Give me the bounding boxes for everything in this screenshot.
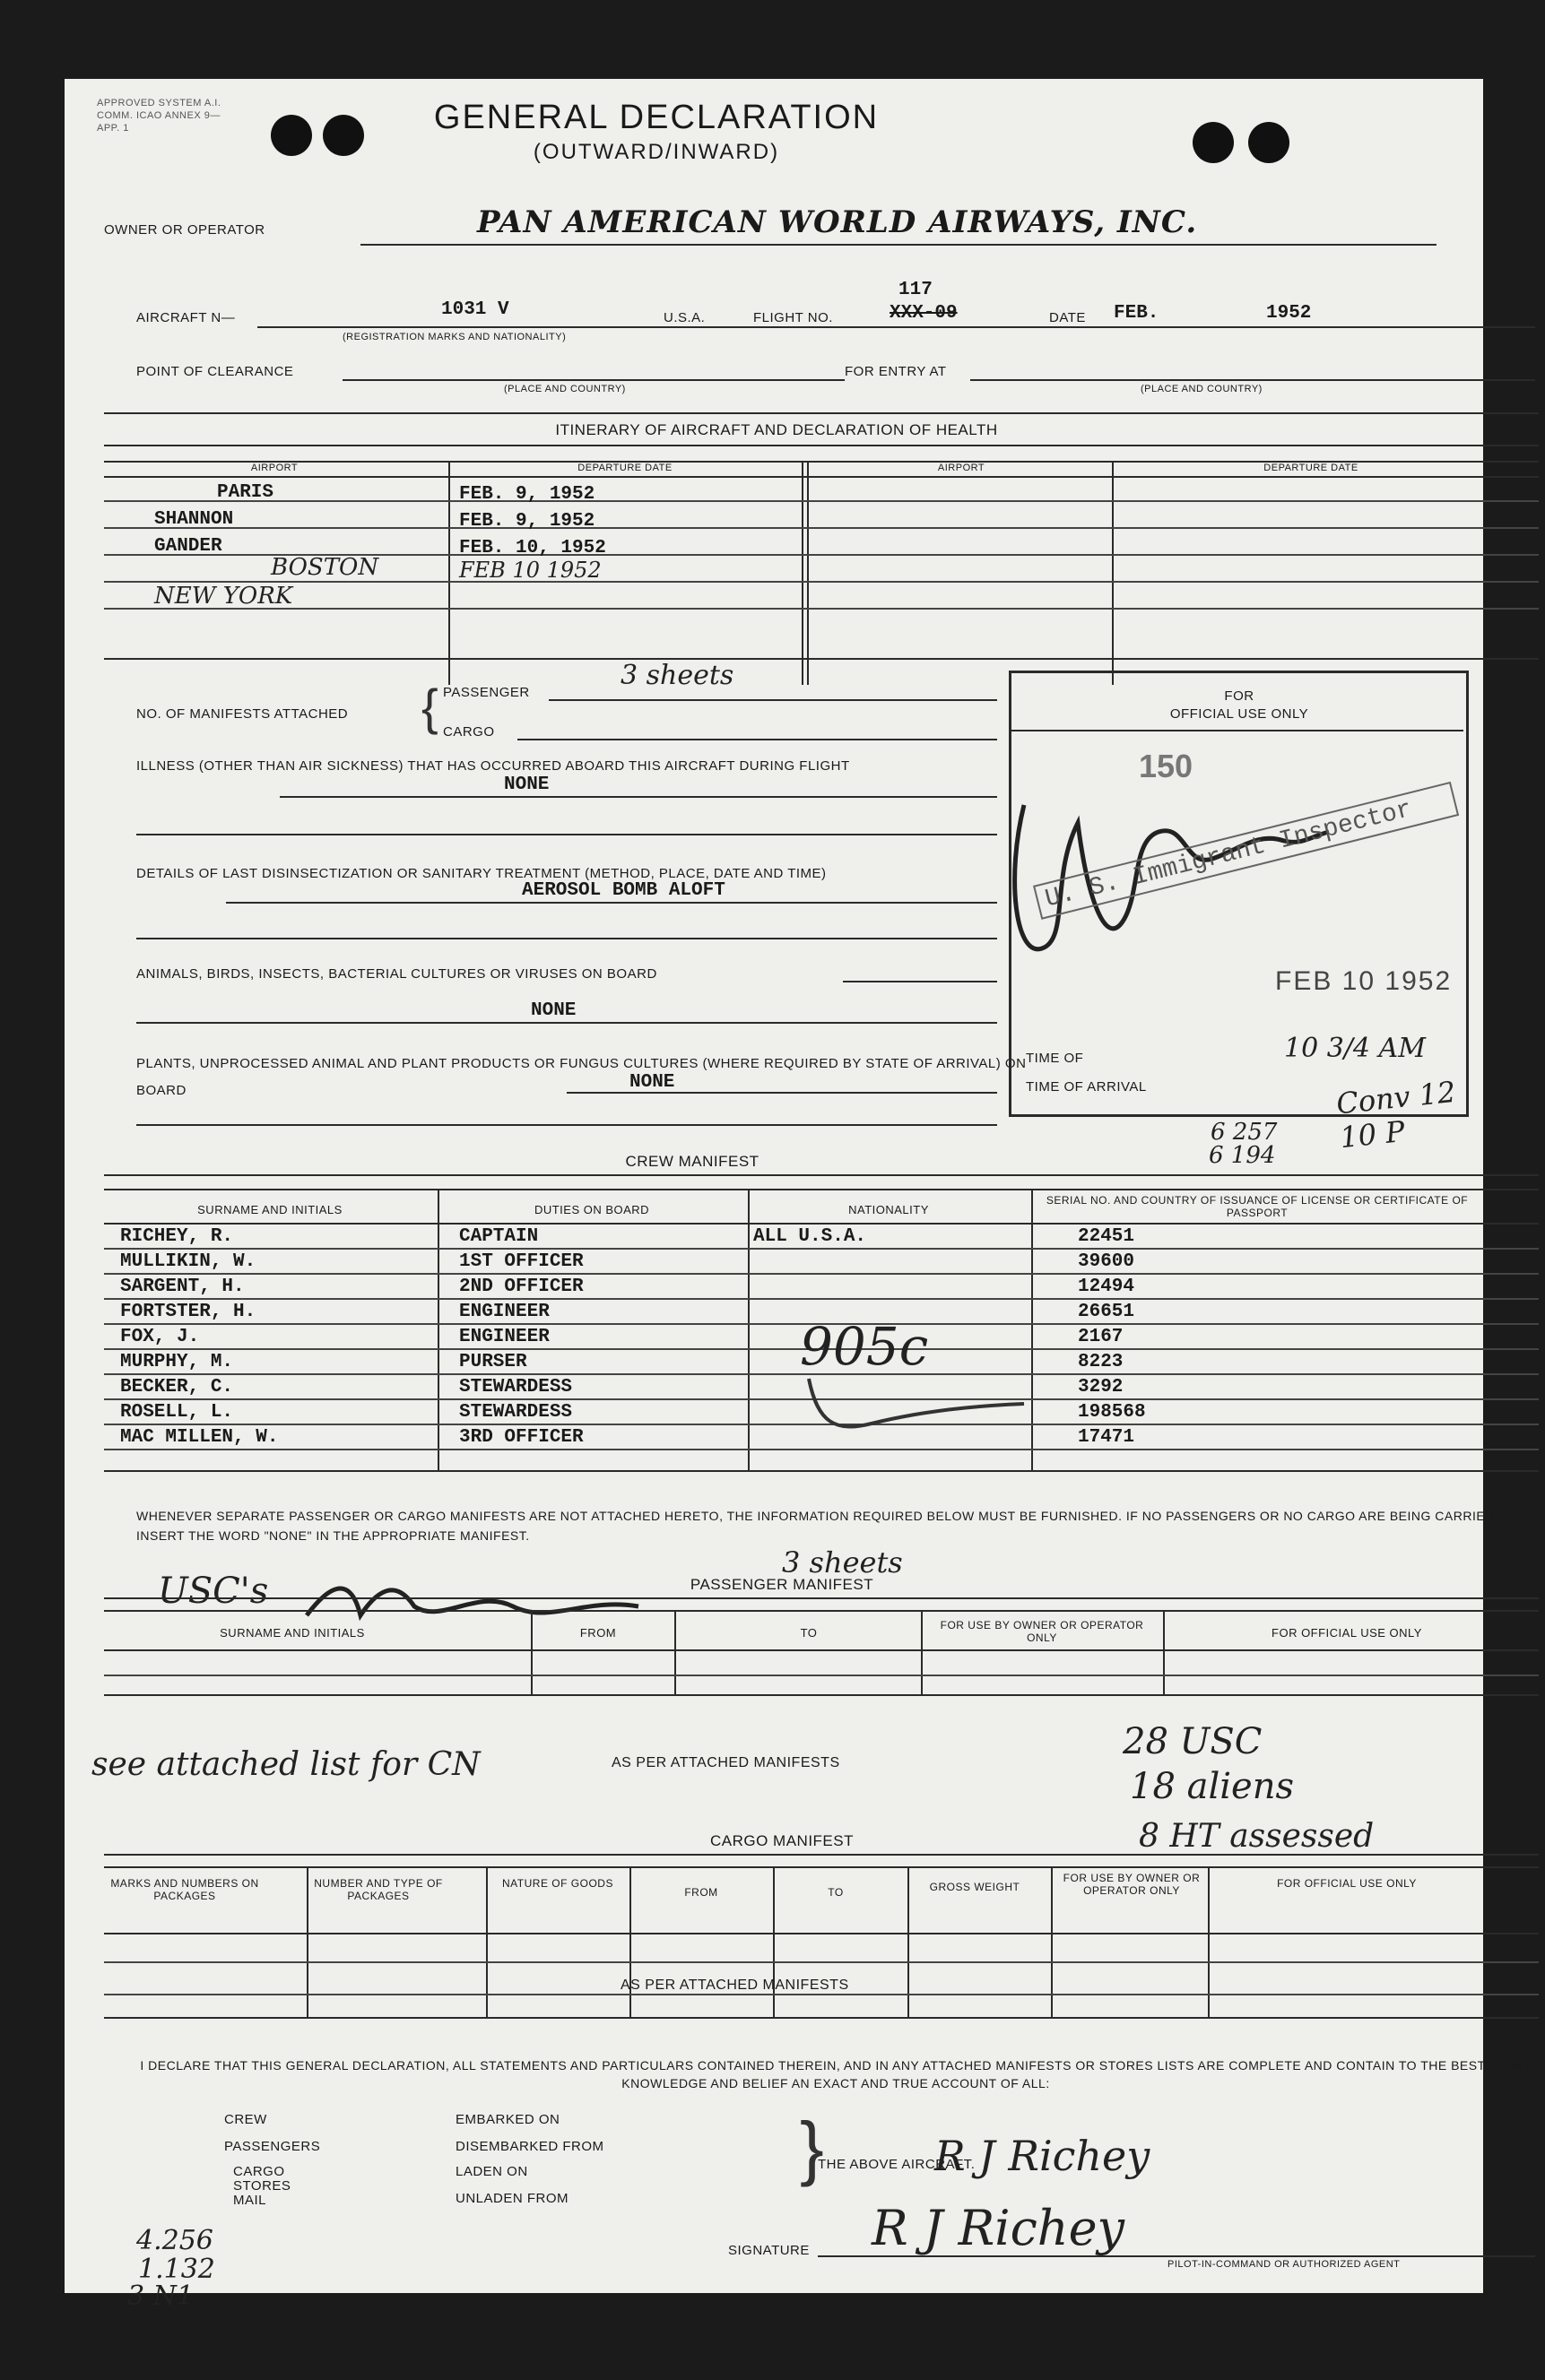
pass-header-from: FROM bbox=[579, 1626, 617, 1640]
passenger-label: PASSENGER bbox=[443, 685, 530, 700]
nationality: U.S.A. bbox=[664, 310, 706, 325]
place-note-left: (PLACE AND COUNTRY) bbox=[504, 384, 626, 394]
note-3: 3 N1 bbox=[127, 2280, 194, 2312]
crew-serial: 22451 bbox=[1078, 1226, 1135, 1247]
cargo-header-nature: NATURE OF GOODS bbox=[502, 1877, 613, 1890]
cargo-header-from: FROM bbox=[684, 1886, 718, 1899]
punch-hole bbox=[271, 115, 312, 156]
cargo-header-number: NUMBER AND TYPE OF PACKAGES bbox=[314, 1877, 443, 1902]
crew-scribble-line bbox=[800, 1370, 1033, 1441]
crew-serial: 3292 bbox=[1078, 1377, 1124, 1398]
tally-aliens: 18 aliens bbox=[1130, 1766, 1295, 1807]
crew-nat: ALL U.S.A. bbox=[753, 1226, 867, 1247]
cargo-label: CARGO bbox=[443, 724, 495, 740]
itin-header-date: DEPARTURE DATE bbox=[577, 463, 673, 473]
crew-name: FORTSTER, H. bbox=[120, 1302, 256, 1322]
crew-serial: 39600 bbox=[1078, 1251, 1135, 1272]
note-2: 1.132 bbox=[138, 2254, 215, 2285]
time-label-1: TIME OF bbox=[1026, 1051, 1084, 1066]
pilot-label: PILOT-IN-COMMAND OR AUTHORIZED AGENT bbox=[1167, 2259, 1401, 2270]
itin-header-airport: AIRPORT bbox=[250, 463, 299, 473]
itin-row-date: FEB 10 1952 bbox=[459, 558, 602, 583]
crew-name: MAC MILLEN, W. bbox=[120, 1427, 279, 1448]
note-a: 6 257 bbox=[1211, 1119, 1278, 1146]
pass-header-name: SURNAME AND INITIALS bbox=[220, 1626, 365, 1640]
time-label-2: TIME OF ARRIVAL bbox=[1026, 1079, 1147, 1095]
itin-row: NEW YORK bbox=[154, 583, 293, 610]
disinsect-label: DETAILS OF LAST DISINSECTIZATION OR SANITARY TREATMENT (METHOD, PLACE, DATE AND TIME) bbox=[136, 866, 827, 881]
crew-duty: STEWARDESS bbox=[459, 1377, 573, 1398]
flight-struck: XXX-09 bbox=[890, 303, 958, 324]
crew-name: MULLIKIN, W. bbox=[120, 1251, 256, 1272]
decl-crew: CREW bbox=[224, 2112, 267, 2127]
pass-hand-row: see attached list for CN bbox=[91, 1746, 481, 1783]
tally-ht: 8 HT assessed bbox=[1139, 1818, 1375, 1855]
flight-value: 117 bbox=[898, 280, 933, 300]
animals-label: ANIMALS, BIRDS, INSECTS, BACTERIAL CULTURES OR VIRUSES ON BOARD bbox=[136, 966, 657, 982]
crew-serial: 26651 bbox=[1078, 1302, 1135, 1322]
signature-2: R J Richey bbox=[872, 2200, 1125, 2256]
time-value: 10 3/4 AM bbox=[1284, 1033, 1426, 1064]
crew-duty: CAPTAIN bbox=[459, 1226, 539, 1247]
itin-row: BOSTON bbox=[271, 554, 379, 581]
cargo-header-to: TO bbox=[828, 1886, 844, 1899]
decl-embarked: EMBARKED ON bbox=[456, 2112, 560, 2127]
crew-scribble: 905c bbox=[800, 1316, 929, 1377]
clearance-label: POINT OF CLEARANCE bbox=[136, 364, 294, 379]
itin-header-airport-2: AIRPORT bbox=[937, 463, 985, 473]
punch-hole bbox=[1248, 122, 1289, 163]
date-year: 1952 bbox=[1266, 303, 1312, 324]
decl-mail: MAIL bbox=[233, 2193, 267, 2208]
cargo-header-owner: FOR USE BY OWNER OR OPERATOR ONLY bbox=[1063, 1872, 1201, 1897]
owner-value: PAN AMERICAN WORLD AIRWAYS, INC. bbox=[477, 204, 1198, 240]
decl-above: THE ABOVE AIRCRAFT. bbox=[818, 2157, 976, 2172]
itin-row-date: FEB. 9, 1952 bbox=[459, 511, 595, 532]
pass-header-official: FOR OFFICIAL USE ONLY bbox=[1272, 1626, 1422, 1640]
crew-duty: STEWARDESS bbox=[459, 1402, 573, 1423]
official-number: 150 bbox=[1139, 748, 1193, 784]
punch-hole bbox=[1193, 122, 1234, 163]
cargo-header-marks: MARKS AND NUMBERS ON PACKAGES bbox=[110, 1877, 259, 1902]
crew-duty: PURSER bbox=[459, 1352, 527, 1372]
plants-label: PLANTS, UNPROCESSED ANIMAL AND PLANT PRODUCTS OR FUNGUS CULTURES (WHERE REQUIRED BY STATE OF ARRIVAL) ON BOARD bbox=[136, 1056, 1027, 1098]
usc-note: USC's bbox=[158, 1571, 269, 1612]
disinsect-value: AEROSOL BOMB ALOFT bbox=[522, 880, 725, 901]
date-value: FEB. bbox=[1114, 303, 1159, 324]
itin-row: PARIS bbox=[217, 482, 274, 503]
pass-header-to: TO bbox=[800, 1626, 818, 1640]
crew-name: BECKER, C. bbox=[120, 1377, 234, 1398]
itin-row: SHANNON bbox=[154, 509, 234, 530]
decl-unladen: UNLADEN FROM bbox=[456, 2191, 569, 2206]
punch-hole bbox=[323, 115, 364, 156]
entry-label: FOR ENTRY AT bbox=[845, 364, 947, 379]
crew-name: RICHEY, R. bbox=[120, 1226, 234, 1247]
passenger-sheets-note: 3 sheets bbox=[782, 1545, 903, 1579]
animals-value: NONE bbox=[531, 1000, 577, 1021]
decl-passengers: PASSENGERS bbox=[224, 2139, 321, 2154]
cargo-title: CARGO MANIFEST bbox=[709, 1832, 854, 1849]
crew-header-duty: DUTIES ON BOARD bbox=[534, 1203, 650, 1216]
signature-label: SIGNATURE bbox=[728, 2243, 810, 2258]
manifests-label: NO. OF MANIFESTS ATTACHED bbox=[136, 706, 349, 722]
crew-duty: 1ST OFFICER bbox=[459, 1251, 584, 1272]
notice: WHENEVER SEPARATE PASSENGER OR CARGO MANIFESTS ARE NOT ATTACHED HERETO, THE INFORMATION REQUIRED BELOW MUST BE FURNISHED. IF NO PASSENGERS OR NO CARGO ARE BEING CARRIED, INSERT THE WORD "NONE" IN THE APPROPRIATE MANIFEST. bbox=[136, 1509, 1499, 1543]
date-label: DATE bbox=[1049, 310, 1086, 325]
crew-name: MURPHY, M. bbox=[120, 1352, 234, 1372]
crew-serial: 8223 bbox=[1078, 1352, 1124, 1372]
itin-row-date: FEB. 10, 1952 bbox=[459, 538, 606, 558]
official-title-1: FOR bbox=[1224, 688, 1254, 704]
cargo-header-weight: GROSS WEIGHT bbox=[929, 1881, 1020, 1893]
crew-serial: 2167 bbox=[1078, 1327, 1124, 1347]
crew-header-serial: SERIAL NO. AND COUNTRY OF ISSUANCE OF LICENSE OR CERTIFICATE OF PASSPORT bbox=[1046, 1194, 1469, 1219]
pass-row-text: AS PER ATTACHED MANIFESTS bbox=[612, 1755, 840, 1770]
decl-disembarked: DISEMBARKED FROM bbox=[456, 2139, 604, 2154]
form-title: GENERAL DECLARATION bbox=[433, 99, 880, 136]
owner-label: OWNER OR OPERATOR bbox=[104, 222, 265, 238]
crew-header-nat: NATIONALITY bbox=[848, 1203, 929, 1216]
plants-value: NONE bbox=[629, 1072, 675, 1093]
crew-header-name: SURNAME AND INITIALS bbox=[197, 1203, 343, 1216]
place-note-right: (PLACE AND COUNTRY) bbox=[1141, 384, 1263, 394]
note-1: 4.256 bbox=[136, 2225, 213, 2256]
form-sheet: APPROVED SYSTEM A.I. COMM. ICAO ANNEX 9—APP. 1 GENERAL DECLARATION (OUTWARD/INWARD) OWNER OR OPERATOR PAN AMERICAN WORLD AIRWAYS, INC. AIRCRAFT N— 1031 V (REGISTRATION MARKS AND NATIONALITY) U.S.A. FLIGHT NO. 117 XXX-09 DATE FEB. 1952 POINT OF CLEARANCE FOR ENTRY AT (PLACE AND COUNTRY) (PLACE AND COUNTRY) ITINERARY OF AIRCRAFT AND DECLARATION OF HEALTH AIRPORT DEPARTURE DATE AIRPORT DEPARTURE DATE PARIS FEB. 9, 1952 SHANNON FEB. 9, 1952 GANDER FEB. 10, 1952 BOSTON FEB 10 1952 NEW YORK NO. OF MANIFESTS ATTACHED { PASSENGER 3 sheets CARGO ILLNESS (OTHER THAN AIR SICKNESS) THAT HAS OCCURRED ABOARD THIS AIRCRAFT DURING FLIGHT NONE DETAILS OF LAST DISINSECTIZATION OR SANITARY TREATMENT (METHOD, PLACE, DATE AND TIME) AEROSOL BOMB ALOFT ANIMALS, BIRDS, INSECTS, BACTERIAL CULTURES OR VIRUSES ON BOARD NONE PLANTS, UNPROCESSED ANIMAL AND PLANT PRODUCTS OR FUNGUS CULTURES (WHERE REQUIRED BY STATE OF ARRIVAL) ON BOARD NONE FOR OFFICIAL USE ONLY 150 U. S. Immigrant Inspector FEB 10 1952 TIME OF 10 3/4 AM TIME OF ARRIVAL Conv 12 10 P 6 257 6 194 CREW MANIFEST SURNAME AND INITIALS DUTIES ON BOARD NATIONALITY SERIAL NO. AND COUNTRY OF ISSUANCE OF LICENSE OR CERTIFICATE OF PASSPORT RICHEY, R. CAPTAIN ALL U.S.A. 22451 MULLIKIN, W. 1ST OFFICER 39600 SARGENT, H. 2ND OFFICER 12494 FORTSTER, H. ENGINEER 26651 FOX, J. ENGINEER 2167 MURPHY, M. PURSER 8223 BECKER, C. STEWARDESS 3292 ROSELL, L. STEWARDESS 198568 MAC MILLEN, W. 3RD OFFICER 17471 905c WHENEVER SEPARATE PASSENGER OR CARGO MANIFESTS ARE NOT ATTACHED HERETO, THE INFORMATION REQUIRED BELOW MUST BE FURNISHED. IF NO PASSENGERS OR NO CARGO ARE BEING CARRIED, INSERT THE WORD "NONE" IN THE APPROPRIATE MANIFEST. 3 sheets USC's PASSENGER MANIFEST SURNAME AND INITIALS FROM TO FOR USE BY OWNER OR OPERATOR ONLY FOR OFFICIAL USE ONLY see attached list for CN AS PER ATTACHED MANIFESTS 28 USC 18 aliens 8 HT assessed CARGO MANIFEST MARKS AND NUMBERS ON PACKAGES NUMBER AND TYPE OF PACKAGES NATURE OF GOODS FROM TO GROSS WEIGHT FOR USE BY OWNER OR OPERATOR ONLY FOR OFFICIAL USE ONLY AS PER ATTACHED MANIFESTS I DECLARE THAT THIS GENERAL DECLARATION, ALL STATEMENTS AND PARTICULARS CONTAINED THEREIN, AND IN ANY ATTACHED MANIFESTS OR STORES LISTS ARE COMPLETE AND CONTAIN TO THE BEST OF MY KNOWLEDGE AND BELIEF AN EXACT AND TRUE ACCOUNT OF ALL: CREW PASSENGERS CARGO STORES MAIL EMBARKED ON DISEMBARKED FROM LADEN ON UNLADEN FROM } THE ABOVE AIRCRAFT. R J Richey SIGNATURE R J Richey PILOT-IN-COMMAND OR AUTHORIZED AGENT 4.256 1.132 3 N1 bbox=[65, 79, 1483, 2293]
tally-usc: 28 USC bbox=[1123, 1721, 1263, 1762]
cargo-row-text: AS PER ATTACHED MANIFESTS bbox=[621, 1978, 849, 1993]
crew-name: SARGENT, H. bbox=[120, 1277, 245, 1297]
aircraft-value: 1031 V bbox=[441, 299, 509, 320]
crew-title: CREW MANIFEST bbox=[625, 1153, 759, 1170]
flight-label: FLIGHT NO. bbox=[753, 310, 833, 325]
illness-value: NONE bbox=[504, 775, 550, 795]
crew-duty: ENGINEER bbox=[459, 1327, 550, 1347]
side-note: Conv 12 10 P bbox=[1334, 1074, 1458, 1155]
pass-header-owner: FOR USE BY OWNER OR OPERATOR ONLY bbox=[940, 1619, 1144, 1644]
crew-duty: 2ND OFFICER bbox=[459, 1277, 584, 1297]
crew-name: ROSELL, L. bbox=[120, 1402, 234, 1423]
itin-header-date-2: DEPARTURE DATE bbox=[1263, 463, 1358, 473]
form-subtitle: (OUTWARD/INWARD) bbox=[533, 140, 780, 164]
declaration-text: I DECLARE THAT THIS GENERAL DECLARATION, ALL STATEMENTS AND PARTICULARS CONTAINED THEREIN, AND IN ANY ATTACHED MANIFESTS OR STORES LISTS ARE COMPLETE AND CONTAIN TO THE BEST OF MY KNOWLEDGE AND BELIEF AN EXACT AND TRUE ACCOUNT OF ALL: bbox=[140, 2058, 1532, 2090]
crew-serial: 12494 bbox=[1078, 1277, 1135, 1297]
inspector-stamp: U. S. Immigrant Inspector bbox=[1033, 782, 1459, 920]
illness-label: ILLNESS (OTHER THAN AIR SICKNESS) THAT HAS OCCURRED ABOARD THIS AIRCRAFT DURING FLIGHT bbox=[136, 758, 850, 774]
decl-cargo: CARGO bbox=[233, 2164, 285, 2179]
decl-laden: LADEN ON bbox=[456, 2164, 528, 2179]
official-title-2: OFFICIAL USE ONLY bbox=[1169, 706, 1309, 722]
cargo-header-official: FOR OFFICIAL USE ONLY bbox=[1277, 1877, 1417, 1890]
passenger-sheets: 3 sheets bbox=[621, 660, 734, 691]
crew-serial: 17471 bbox=[1078, 1427, 1135, 1448]
stamp-date: FEB 10 1952 bbox=[1275, 966, 1453, 996]
note-b: 6 194 bbox=[1209, 1142, 1276, 1169]
crew-name: FOX, J. bbox=[120, 1327, 200, 1347]
signature-1: R J Richey bbox=[934, 2132, 1150, 2180]
decl-stores: STORES bbox=[233, 2178, 291, 2194]
itin-row-date: FEB. 9, 1952 bbox=[459, 484, 595, 505]
passenger-title: PASSENGER MANIFEST bbox=[690, 1576, 874, 1593]
crew-duty: 3RD OFFICER bbox=[459, 1427, 584, 1448]
approval-note: APPROVED SYSTEM A.I. COMM. ICAO ANNEX 9—APP. 1 bbox=[97, 98, 221, 134]
crew-duty: ENGINEER bbox=[459, 1302, 550, 1322]
crew-serial: 198568 bbox=[1078, 1402, 1146, 1423]
itinerary-title: ITINERARY OF AIRCRAFT AND DECLARATION OF HEALTH bbox=[555, 421, 998, 438]
aircraft-label: AIRCRAFT N— bbox=[136, 310, 236, 325]
itin-row: GANDER bbox=[154, 536, 222, 557]
aircraft-note: (REGISTRATION MARKS AND NATIONALITY) bbox=[343, 332, 567, 342]
